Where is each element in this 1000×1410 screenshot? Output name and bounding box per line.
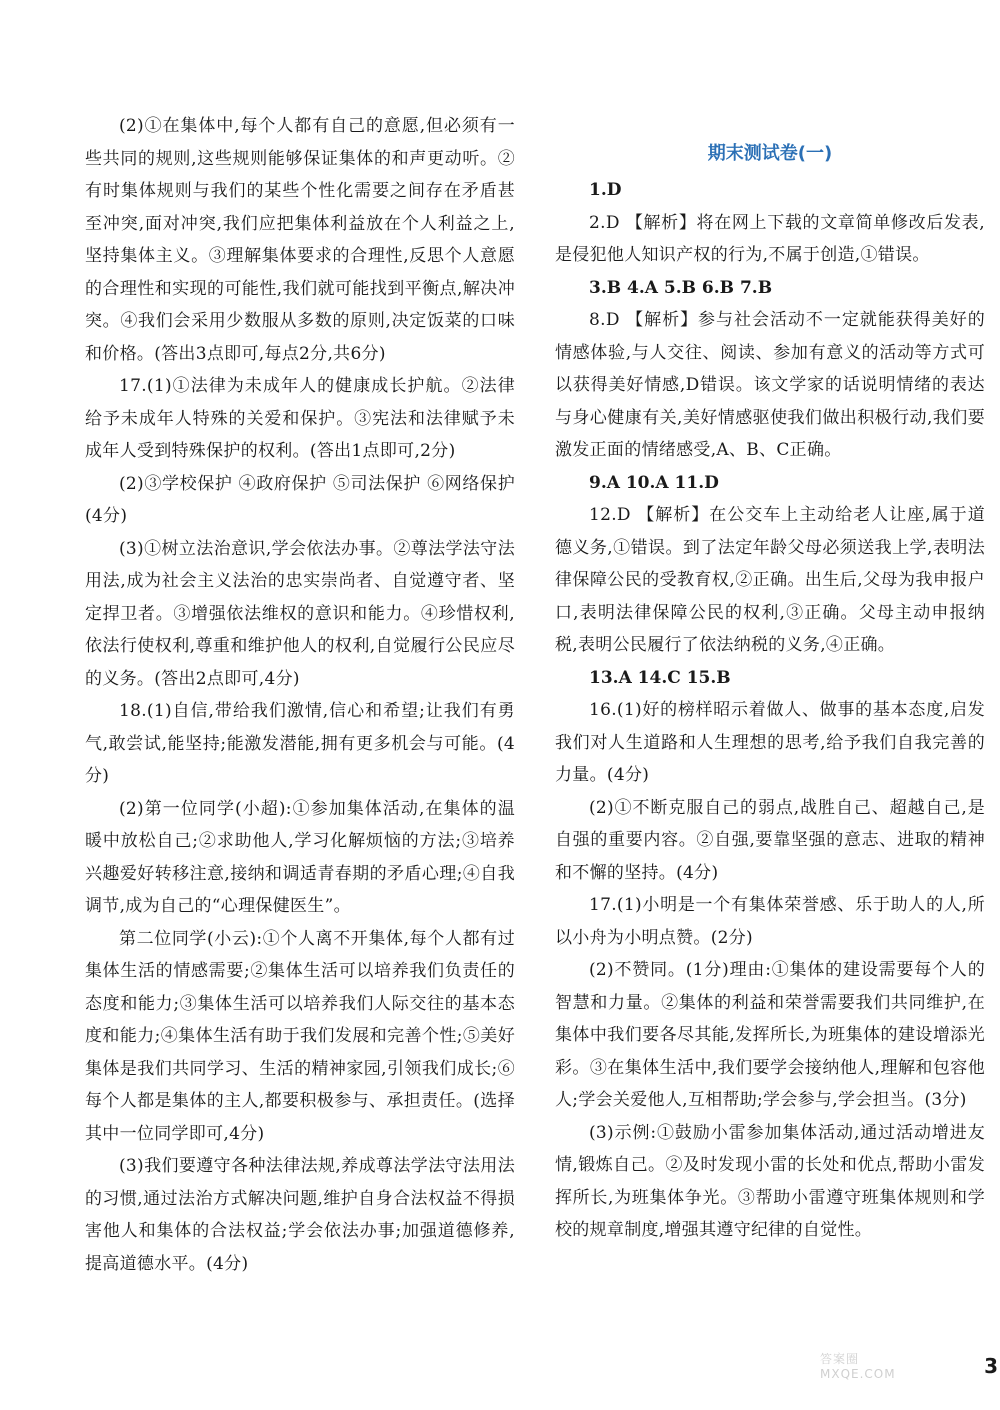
answer-paragraph: (3)我们要遵守各种法律法规,养成尊法学法守法用法的习惯,通过法治方式解决问题,维护自身合法权益不得损害他人和集体的合法权益;学会依法办事;加强道德修养,提高道德水平。(4分) (85, 1156, 515, 1274)
answer-paragraph: (3)示例:①鼓励小雷参加集体活动,通过活动增进友情,锻炼自己。②及时发现小雷的长处和优点,帮助小雷发挥所长,为班集体争光。③帮助小雷遵守班集体规则和学校的规章制度,增强其遵守纪律的自觉性。 (555, 1122, 985, 1240)
watermark-url: MXQE.COM (820, 1367, 896, 1381)
answer-paragraph: 8.D 【解析】参与社会活动不一定就能获得美好的情感体验,与人交往、阅读、参加有意义的活动等方式可以获得美好情感,D错误。该文学家的话说明情绪的表达与身心健康有关,美好情感驱使我们做出积极行动,我们要激发正面的情绪感受,A、B、C正确。 (555, 310, 985, 460)
right-column (555, 110, 985, 1247)
answer-paragraph: (2)①在集体中,每个人都有自己的意愿,但必须有一些共同的规则,这些规则能够保证集体的和声更动听。②有时集体规则与我们的某些个性化需要之间存在矛盾甚至冲突,面对冲突,我们应把集体利益放在个人利益之上,坚持集体主义。③理解集体要求的合理性,反思个人意愿的合理性和实现的可能性,我们就可能找到平衡点,解决冲突。④我们会采用少数服从多数的原则,决定饭菜的口味和价格。(答出3点即可,每点2分,共6分) (85, 116, 515, 364)
answer-paragraph: (2)第一位同学(小超):①参加集体活动,在集体的温暖中放松自己;②求助他人,学习化解烦恼的方法;③培养兴趣爱好转移注意,接纳和调适青春期的矛盾心理;④自我调节,成为自己的“心理保健医生”。 (85, 798, 515, 916)
answer-paragraph: 16.(1)好的榜样昭示着做人、做事的基本态度,启发我们对人生道路和人生理想的思考,给予我们自我完善的力量。(4分) (555, 700, 985, 785)
section-heading: 期末测试卷(一) (707, 143, 833, 164)
answer-paragraph: 18.(1)自信,带给我们激情,信心和希望;让我们有勇气,敢尝试,能坚持;能激发潜能,拥有更多机会与可能。(4分) (85, 701, 515, 786)
page-number: 3 (984, 1354, 998, 1378)
answer-paragraph: (3)①树立法治意识,学会依法办事。②尊法学法守法用法,成为社会主义法治的忠实崇尚者、自觉遵守者、坚定捍卫者。③增强依法维权的意识和能力。④珍惜权利,依法行使权利,尊重和维护他人的权利,自觉履行公民应尽的义务。(答出2点即可,4分) (85, 538, 515, 689)
answer-paragraph: 2.D 【解析】将在网上下载的文章简单修改后发表,是侵犯他人知识产权的行为,不属于创造,①错误。 (555, 212, 985, 265)
answer-paragraph: 第二位同学(小云):①个人离不开集体,每个人都有过集体生活的情感需要;②集体生活可以培养我们负责任的态度和能力;③集体生活可以培养我们人际交往的基本态度和能力;④集体生活有助于我们发展和完善个性;⑤美好集体是我们共同学习、生活的精神家园,引领我们成长;⑥每个人都是集体的主人,都要积极参与、承担责任。(选择其中一位同学即可,4分) (85, 928, 515, 1144)
answer-paragraph: 12.D 【解析】在公交车上主动给老人让座,属于道德义务,①错误。到了法定年龄父母必须送我上学,表明法律保障公民的受教育权,②正确。出生后,父母为我申报户口,表明法律保障公民的权利,③正确。父母主动申报纳税,表明公民履行了依法纳税的义务,④正确。 (555, 505, 985, 655)
answer-row: 3.B 4.A 5.B 6.B 7.B (589, 277, 773, 298)
watermark-logo (820, 1350, 995, 1405)
answer-row: 1.D (589, 180, 622, 200)
left-column (85, 110, 515, 1280)
answer-paragraph: (2)①不断克服自己的弱点,战胜自己、超越自己,是自强的重要内容。②自强,要靠坚强的意志、进取的精神和不懈的坚持。(4分) (555, 797, 985, 883)
answer-paragraph: (2)③学校保护 ④政府保护 ⑤司法保护 ⑥网络保护(4分) (85, 473, 515, 526)
answer-row: 9.A 10.A 11.D (589, 472, 719, 493)
answer-paragraph: (2)不赞同。(1分)理由:①集体的建设需要每个人的智慧和力量。②集体的利益和荣誉需要我们共同维护,在集体中我们要各尽其能,发挥所长,为班集体的建设增添光彩。③在集体生活中,我们要学会接纳他人,理解和包容他人;学会关爱他人,互相帮助;学会参与,学会担当。(3分) (555, 960, 985, 1110)
answer-paragraph: 17.(1)小明是一个有集体荣誉感、乐于助人的人,所以小舟为小明点赞。(2分) (555, 895, 985, 948)
watermark-text: 答案圈 (820, 1352, 860, 1366)
answer-row: 13.A 14.C 15.B (589, 667, 731, 688)
answer-paragraph: 17.(1)①法律为未成年人的健康成长护航。②法律给予未成年人特殊的关爱和保护。③宪法和法律赋予未成年人受到特殊保护的权利。(答出1点即可,2分) (85, 376, 515, 461)
